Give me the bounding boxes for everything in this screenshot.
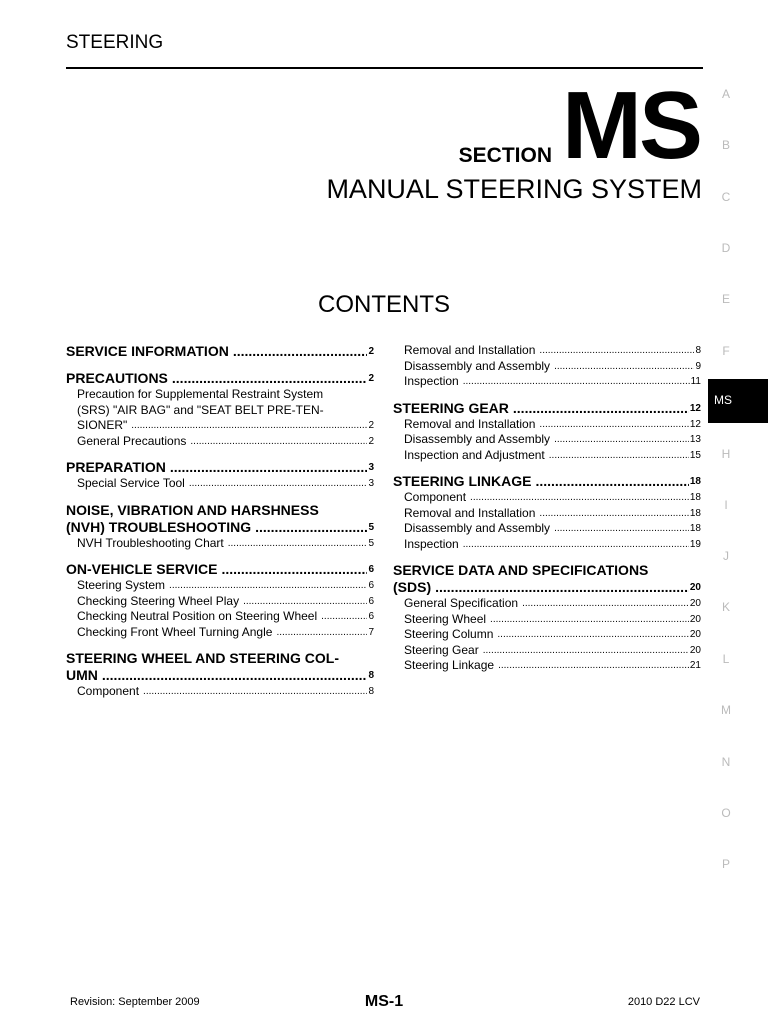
dot-leader <box>497 627 688 643</box>
toc-subentry-title: SIONER" <box>77 418 128 432</box>
toc-page-number: 12 <box>689 418 701 430</box>
toc-subentry[interactable] <box>393 432 701 448</box>
toc-subentry-title: Special Service Tool <box>77 476 185 490</box>
toc-page-number: 2 <box>368 435 374 447</box>
toc-entry-steering-gear[interactable] <box>393 400 701 417</box>
dot-leader <box>549 448 689 464</box>
toc-subentry[interactable] <box>393 417 701 433</box>
toc-subentry[interactable] <box>66 609 374 625</box>
toc-group-precautions <box>66 370 374 449</box>
toc-subentry[interactable] <box>393 448 701 464</box>
toc-subentry-title: Disassembly and Assembly <box>404 521 551 535</box>
side-tab-j[interactable]: J <box>723 549 729 563</box>
toc-subentry[interactable] <box>393 343 701 359</box>
toc-subentry-srs-line[interactable]: (SRS) "AIR BAG" and "SEAT BELT PRE-TEN- <box>77 402 324 417</box>
toc-page-number: 6 <box>368 611 374 622</box>
toc-subentry[interactable] <box>393 359 701 375</box>
toc-subentry[interactable] <box>393 596 701 612</box>
toc-page-number: 18 <box>689 492 701 503</box>
dot-leader <box>255 519 367 536</box>
section-title: MANUAL STEERING SYSTEM <box>326 174 702 204</box>
dot-leader <box>470 490 689 506</box>
toc-page-number: 3 <box>368 478 374 489</box>
toc-entry-sds[interactable] <box>393 579 701 596</box>
toc-subentry-title: Steering Column <box>404 627 494 641</box>
dot-leader <box>539 343 694 359</box>
side-tab-d[interactable]: D <box>721 241 731 255</box>
toc-page-number: 21 <box>689 660 701 671</box>
toc-subentry-title: Steering Gear <box>404 642 479 657</box>
toc-group-nvh <box>66 502 374 552</box>
toc-entry-title: STEERING LINKAGE <box>393 473 532 489</box>
toc-subentry[interactable] <box>393 521 701 537</box>
toc-entry-precautions[interactable] <box>66 370 374 387</box>
toc-subentry-title: General Precautions <box>77 433 187 448</box>
toc-subentry[interactable] <box>66 594 374 610</box>
toc-page-number: 20 <box>689 582 701 593</box>
dot-leader <box>498 658 689 674</box>
toc-page-number: 3 <box>368 462 374 473</box>
dot-leader <box>228 536 368 552</box>
toc-subentry-title: Inspection <box>404 374 459 388</box>
toc-subentry-title: Removal and Installation <box>404 343 536 357</box>
toc-entry-title: ON-VEHICLE SERVICE <box>66 561 218 577</box>
dot-leader <box>513 400 689 417</box>
toc-subentry-title: Removal and Installation <box>404 505 536 520</box>
toc-page-number: 20 <box>689 629 701 640</box>
footer-revision: Revision: September 2009 <box>70 996 200 1008</box>
toc-entry-title: (SDS) <box>393 579 432 595</box>
toc-subentry[interactable] <box>393 627 701 643</box>
toc-subentry-nvh-chart[interactable] <box>66 536 374 552</box>
toc-entry-title: STEERING GEAR <box>393 399 509 416</box>
toc-group-preparation <box>66 459 374 492</box>
toc-group-on-vehicle-service <box>66 561 374 640</box>
toc-page-number: 8 <box>695 345 701 356</box>
toc-entry-title: (NVH) TROUBLESHOOTING <box>66 518 252 535</box>
toc-subentry-general-precautions[interactable] <box>66 434 374 450</box>
toc-entry-steering-linkage[interactable] <box>393 473 701 490</box>
toc-entry-wheel-column-line[interactable]: STEERING WHEEL AND STEERING COL- <box>66 650 340 666</box>
side-tab-e[interactable]: E <box>721 292 730 306</box>
dot-leader <box>463 374 690 390</box>
section-word: SECTION <box>458 144 552 167</box>
toc-page-number: 20 <box>689 644 701 656</box>
toc-subentry[interactable] <box>66 625 374 641</box>
side-tab-o[interactable]: O <box>721 806 731 820</box>
toc-subentry-title: Component <box>77 684 140 698</box>
toc-page-number: 7 <box>368 626 374 638</box>
toc-subentry-special-service-tool[interactable] <box>66 476 374 492</box>
dot-leader <box>554 359 694 375</box>
dot-leader <box>554 432 689 448</box>
toc-subentry-title: Checking Steering Wheel Play <box>77 593 240 608</box>
dot-leader <box>490 612 689 628</box>
side-tab-l[interactable]: L <box>722 652 730 666</box>
toc-subentry[interactable] <box>393 506 701 522</box>
toc-subentry-srs-line[interactable]: Precaution for Supplemental Restraint System <box>77 387 324 401</box>
side-tab-p[interactable]: P <box>721 857 730 871</box>
toc-subentry-title: Component <box>404 490 467 504</box>
toc-entry-title: UMN <box>66 667 98 683</box>
dot-leader <box>522 596 689 612</box>
toc-subentry-title: Removal and Installation <box>404 416 536 431</box>
toc-entry-service-information[interactable] <box>66 343 374 360</box>
header-rule <box>66 67 703 69</box>
dot-leader <box>233 343 368 360</box>
side-tab-b[interactable]: B <box>721 138 730 152</box>
toc-subentry[interactable] <box>393 658 701 674</box>
toc-subentry-title: Disassembly and Assembly <box>404 432 551 446</box>
dot-leader <box>276 625 367 641</box>
toc-page-number: 5 <box>368 521 374 533</box>
dot-leader <box>221 561 367 578</box>
dot-leader <box>539 417 688 433</box>
contents-title: CONTENTS <box>318 291 450 318</box>
toc-subentry-title: General Specification <box>404 596 519 610</box>
footer-page-number: MS-1 <box>364 993 404 1010</box>
toc-page-number: 6 <box>368 595 374 607</box>
dot-leader <box>243 594 367 610</box>
toc-group-service-information <box>66 343 374 360</box>
side-tab-m[interactable]: M <box>721 703 731 717</box>
toc-page-number: 2 <box>368 346 374 357</box>
dot-leader <box>131 418 367 434</box>
dot-leader <box>170 459 368 476</box>
toc-subentry[interactable] <box>393 643 701 659</box>
dot-leader <box>463 537 689 553</box>
toc-subentry-title: Steering Wheel <box>404 611 487 626</box>
toc-page-number: 11 <box>690 376 701 387</box>
toc-subentry-title: Steering Linkage <box>404 658 495 672</box>
toc-right-column <box>393 343 701 684</box>
toc-subentry-srs[interactable] <box>66 418 374 434</box>
toc-page-number: 18 <box>689 507 701 519</box>
side-tab-i[interactable]: I <box>724 498 728 512</box>
dot-leader <box>143 684 367 700</box>
side-tab-k[interactable]: K <box>721 600 730 614</box>
toc-entry-title: PRECAUTIONS <box>66 370 168 386</box>
toc-subentry[interactable] <box>66 578 374 594</box>
dot-leader <box>190 434 367 450</box>
dot-leader <box>172 370 368 387</box>
toc-page-number: 2 <box>368 420 374 431</box>
toc-page-number: 20 <box>689 598 701 609</box>
side-tab-active[interactable] <box>708 379 768 423</box>
toc-group-wheel-column-continued <box>393 343 701 390</box>
toc-page-number: 19 <box>689 538 701 550</box>
dot-leader <box>535 473 688 490</box>
side-tab-a[interactable]: A <box>721 87 730 101</box>
toc-page-number: 6 <box>368 580 374 591</box>
side-tab-h[interactable]: H <box>721 447 731 461</box>
dot-leader <box>554 521 689 537</box>
toc-subentry-title: NVH Troubleshooting Chart <box>77 535 224 550</box>
toc-page-number: 8 <box>368 670 374 681</box>
toc-subentry[interactable] <box>393 612 701 628</box>
toc-entry-nvh[interactable] <box>66 519 374 536</box>
toc-subentry-title: Steering System <box>77 578 166 592</box>
toc-subentry[interactable] <box>393 490 701 506</box>
toc-entry-nvh-line[interactable]: NOISE, VIBRATION AND HARSHNESS <box>66 501 319 518</box>
toc-page-number: 5 <box>368 537 374 549</box>
dot-leader <box>169 578 367 594</box>
toc-page-number: 8 <box>368 686 374 697</box>
toc-subentry[interactable] <box>393 537 701 553</box>
header-title: STEERING <box>66 32 164 53</box>
toc-subentry-title: Disassembly and Assembly <box>404 358 551 373</box>
toc-page-number: 2 <box>368 373 374 384</box>
side-tab-c[interactable]: C <box>721 190 731 204</box>
toc-page-number: 6 <box>368 564 374 575</box>
toc-entry-on-vehicle-service[interactable] <box>66 561 374 578</box>
toc-subentry-title: Inspection and Adjustment <box>404 447 545 462</box>
toc-page-number: 12 <box>689 402 701 414</box>
toc-page-number: 9 <box>695 360 701 372</box>
toc-page-number: 13 <box>689 434 701 445</box>
toc-entry-title: SERVICE INFORMATION <box>66 343 229 359</box>
toc-group-sds <box>393 562 701 674</box>
dot-leader <box>483 643 689 659</box>
dot-leader <box>102 667 368 684</box>
toc-entry-preparation[interactable] <box>66 459 374 476</box>
toc-page-number: 20 <box>689 613 701 625</box>
toc-page-number: 15 <box>689 449 701 461</box>
toc-subentry-title: Inspection <box>404 536 459 551</box>
toc-entry-wheel-column[interactable] <box>66 667 374 684</box>
side-tab-f[interactable]: F <box>722 344 730 358</box>
toc-group-steering-wheel-column <box>66 650 374 700</box>
toc-entry-sds-line[interactable]: SERVICE DATA AND SPECIFICATIONS <box>393 562 649 578</box>
toc-left-column <box>66 343 374 710</box>
section-code: MS <box>562 72 700 179</box>
toc-page-number: 18 <box>689 476 701 487</box>
toc-subentry-title: Checking Neutral Position on Steering Wheel <box>77 609 318 623</box>
toc-page-number: 18 <box>689 523 701 534</box>
side-tab-active-label: MS <box>714 393 732 407</box>
dot-leader <box>539 506 688 522</box>
toc-subentry[interactable] <box>393 374 701 390</box>
dot-leader <box>189 476 368 492</box>
toc-subentry-component[interactable] <box>66 684 374 700</box>
dot-leader <box>321 609 367 625</box>
toc-subentry-title: Checking Front Wheel Turning Angle <box>77 624 273 639</box>
toc-entry-title: PREPARATION <box>66 459 166 475</box>
side-tab-n[interactable]: N <box>721 755 731 769</box>
dot-leader <box>435 579 689 596</box>
footer-model: 2010 D22 LCV <box>627 996 700 1008</box>
toc-group-steering-gear <box>393 400 701 464</box>
toc-group-steering-linkage <box>393 473 701 552</box>
